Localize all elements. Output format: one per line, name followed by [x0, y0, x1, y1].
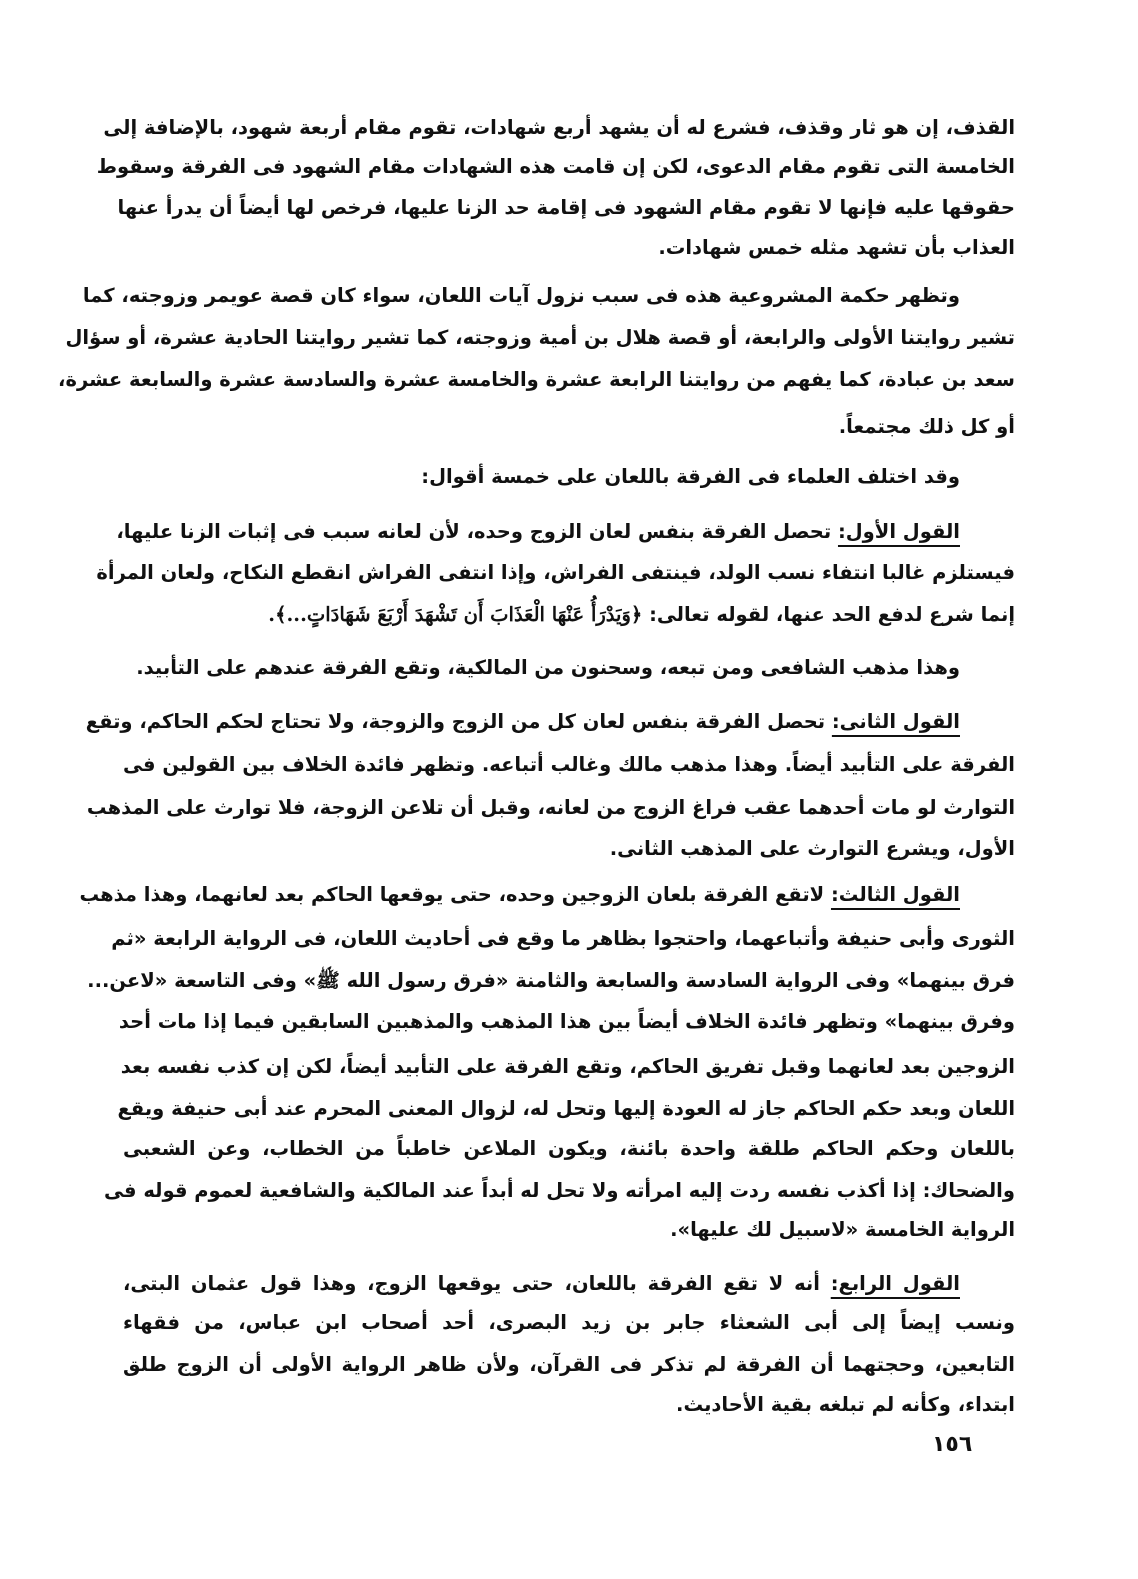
- text: تحصل الفرقة بنفس لعان كل من الزوج والزوجة، ولا تحتاج لحكم الحاكم، وتقع: [85, 710, 826, 733]
- text-line: الثورى وأبى حنيفة وأتباعهما، واحتجوا بظاهر ما وقع فى أحاديث اللعان، فى الرواية الرابعة «ثم: [111, 927, 1015, 950]
- text-line: [116, 517, 960, 547]
- text-line: اللعان وبعد حكم الحاكم جاز له العودة إليها وتحل له، لزوال المعنى المحرم عند أبى حنيفة ويقع: [117, 1097, 1015, 1120]
- text-line: الرواية الخامسة «لاسبيل لك عليها».: [670, 1218, 1015, 1241]
- text-line: [79, 880, 960, 910]
- text-line: سعد بن عبادة، كما يفهم من روايتنا الرابعة عشرة والخامسة عشرة والسادسة عشرة والسابعة عشرة،: [58, 368, 1015, 391]
- text-line: فيستلزم غالبا انتفاء نسب الولد، فينتفى الفراش، وإذا انتفى الفراش انقطع النكاح، ولعان المرأة: [96, 561, 1015, 584]
- text-line: [123, 600, 1015, 630]
- text-line: والضحاك: إذا أكذب نفسه ردت إليه امرأته ولا تحل له أبداً عند المالكية والشافعية لعموم قوله فى: [104, 1179, 1015, 1202]
- text-line: العذاب بأن تشهد مثله خمس شهادات.: [658, 236, 1015, 259]
- text-line: الزوجين بعد لعانهما وقبل تفريق الحاكم، وتقع الفرقة على التأبيد أيضاً، لكن إن كذب نفسه بعد: [120, 1055, 1015, 1078]
- page-number: ١٥٦: [932, 1432, 973, 1457]
- section-label: القول الرابع:: [830, 1272, 960, 1295]
- text-line: ونسب إيضاً إلى أبى الشعثاء جابر بن زيد البصرى، أحد أصحاب ابن عباس، من فقهاء: [123, 1311, 1015, 1334]
- text: أنه لا تقع الفرقة باللعان، حتى يوقعها الزوج، وهذا قول عثمان البتى،: [123, 1272, 820, 1295]
- text: إنما شرع لدفع الحد عنها، لقوله تعالى:: [649, 603, 1015, 626]
- text-line: الأول، ويشرع التوارث على المذهب الثانى.: [609, 837, 1015, 860]
- text-line: وقد اختلف العلماء فى الفرقة باللعان على خمسة أقوال:: [421, 465, 960, 488]
- text: تحصل الفرقة بنفس لعان الزوج وحده، لأن لعانه سبب فى إثبات الزنا عليها،: [116, 520, 832, 543]
- text-line: ابتداء، وكأنه لم تبلغه بقية الأحاديث.: [676, 1393, 1015, 1416]
- text-line: الفرقة على التأبيد أيضاً. وهذا مذهب مالك وغالب أتباعه. وتظهر فائدة الخلاف بين القولين فى: [123, 753, 1015, 776]
- section-label: القول الثانى:: [831, 710, 960, 733]
- text-line: التابعين، وحجتهما أن الفرقة لم تذكر فى القرآن، ولأن ظاهر الرواية الأولى أن الزوج طلق: [123, 1353, 1015, 1376]
- text-line: القذف، إن هو ثار وقذف، فشرع له أن يشهد أربع شهادات، تقوم مقام أربعة شهود، بالإضافة إلى: [103, 116, 1015, 139]
- text-line: حقوقها عليه فإنها لا تقوم مقام الشهود فى إقامة حد الزنا عليها، فرخص لها أيضاً أن يدرأ عنها: [117, 196, 1015, 219]
- quran-verse: ﴿وَيَدْرَأُ عَنْهَا الْعَذَابَ أَن تَشْهَدَ أَرْبَعَ شَهَادَاتٍ...﴾.: [268, 603, 643, 626]
- text-line: وتظهر حكمة المشروعية هذه فى سبب نزول آيات اللعان، سواء كان قصة عويمر وزوجته، كما: [82, 284, 960, 307]
- text-line: الخامسة التى تقوم مقام الدعوى، لكن إن قامت هذه الشهادات مقام الشهود فى الفرقة وسقوط: [96, 155, 1015, 178]
- text-line: التوارث لو مات أحدهما عقب فراغ الزوج من لعانه، وقبل أن تلاعن الزوجة، فلا توارث على المذهب: [86, 796, 1015, 819]
- text-line: فرق بينهما» وفى الرواية السادسة والسابعة والثامنة «فرق رسول الله ﷺ» وفى التاسعة «لاعن...: [87, 969, 1015, 992]
- text-line: [85, 707, 960, 737]
- text-line: باللعان وحكم الحاكم طلقة واحدة بائنة، ويكون الملاعن خاطباً من الخطاب، وعن الشعبى: [123, 1137, 1015, 1160]
- text-line: أو كل ذلك مجتمعاً.: [838, 415, 1015, 438]
- text-line: وفرق بينهما» وتظهر فائدة الخلاف أيضاً بين هذا المذهب والمذهبين السابقين فيما إذا مات أحد: [118, 1010, 1015, 1033]
- text: لاتقع الفرقة بلعان الزوجين وحده، حتى يوقعها الحاكم بعد لعانهما، وهذا مذهب: [79, 883, 825, 906]
- section-label: القول الأول:: [837, 520, 960, 543]
- section-label: القول الثالث:: [830, 883, 960, 906]
- text-line: [123, 1269, 960, 1299]
- text-line: وهذا مذهب الشافعى ومن تبعه، وسحنون من المالكية، وتقع الفرقة عندهم على التأبيد.: [136, 656, 960, 679]
- text-line: تشير روايتنا الأولى والرابعة، أو قصة هلال بن أمية وزوجته، كما تشير روايتنا الحادية عشرة، أو سؤال: [65, 326, 1015, 349]
